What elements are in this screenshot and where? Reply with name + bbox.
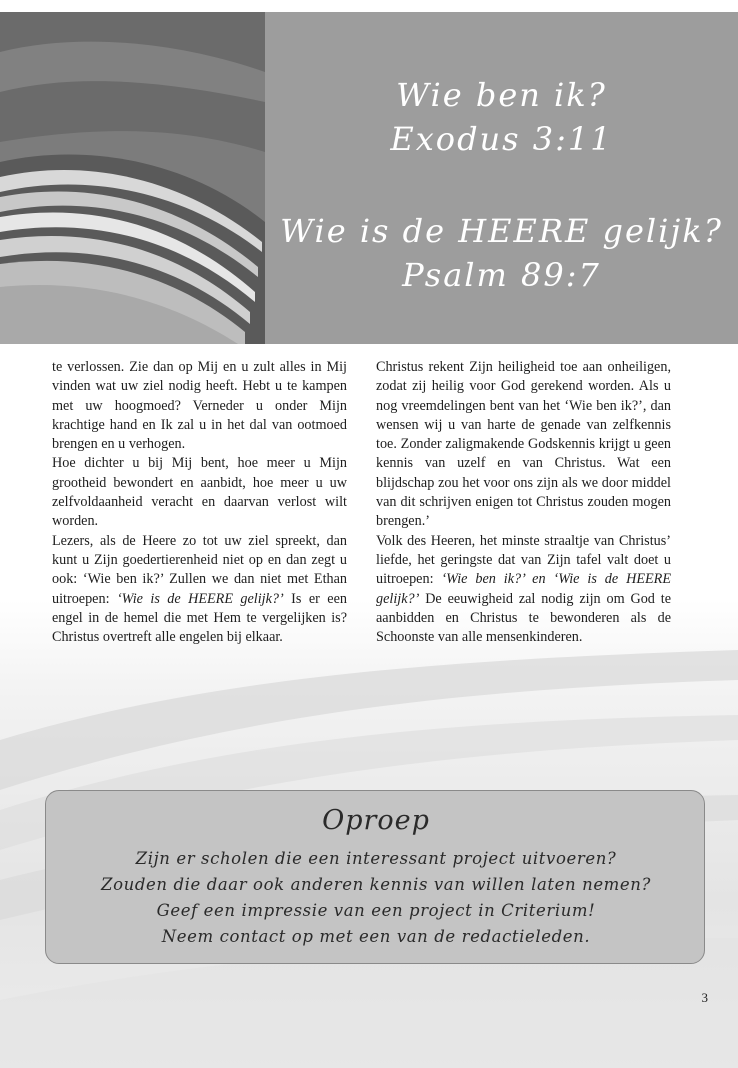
- quote: ‘Wie is de HEERE gelijk?’: [116, 590, 284, 607]
- reference-1: Exodus 3:11: [390, 120, 613, 158]
- column-left: [52, 358, 347, 647]
- paragraph: Hoe dichter u bij Mij bent, hoe meer u Mijn grootheid bewondert en aanbidt, hoe meer u uw zelfvoldaanheid veracht en daarvan verlost wilt worden.: [52, 455, 347, 530]
- callout-line: Zouden die daar ook anderen kennis van willen laten nemen?: [101, 875, 651, 894]
- callout-title: Oproep: [322, 805, 430, 836]
- paragraph: [376, 532, 671, 648]
- page-number: 3: [701, 990, 708, 1005]
- header-banner: [0, 12, 738, 344]
- text-run: Lezers, als de Heere zo tot uw ziel spreekt, dan kunt u Zijn goedertierenheid niet op en dan zegt u ook: ‘Wie ben ik?’ Zullen we dan niet met Ethan uitroepen:: [52, 532, 347, 607]
- callout-line: Zijn er scholen die een interessant project uitvoeren?: [135, 849, 617, 868]
- callout-line: Geef een impressie van een project in Criterium!: [156, 901, 596, 920]
- question-2: Wie is de HEERE gelijk?: [280, 212, 723, 250]
- paragraph: [52, 532, 347, 648]
- title-panel: [265, 12, 738, 344]
- text-run: De eeuwigheid zal nodig zijn om God te aanbidden en Christus te bewonderen als de Schoonste van alle mensenkinderen.: [376, 590, 671, 646]
- paragraph: Christus rekent Zijn heiligheid toe aan onheiligen, zodat zij heilig voor God gerekend worden. Als u nog vreemdelingen bent van het ‘Wie ben ik?’, dan wensen wij u van harte de genade van zelfkennis toe. Zonder zaligmakende Godskennis krijgt u geen kennis van uzelf en van Christus. Wat een blijdschap zou het voor ons zijn als we door middel van dit schrijven enigen tot Christus zouden mogen brengen.’: [376, 359, 671, 530]
- text-run: Is er een engel in de hemel die met Hem te vergelijken is? Christus overtreft alle engelen bij elkaar.: [52, 590, 347, 646]
- quote: ‘Wie ben ik?’ en ‘Wie is de HEERE gelijk?’: [376, 571, 671, 607]
- text-run: Volk des Heeren, het minste straaltje van Christus’ liefde, het geringste dat van Zijn tafel valt doet u uitroepen:: [376, 532, 671, 588]
- column-right: [376, 358, 671, 647]
- call-to-action-box: [45, 790, 705, 964]
- callout-line: Neem contact op met een van de redactieleden.: [161, 927, 591, 946]
- book-photo: [0, 12, 265, 344]
- question-1: Wie ben ik?: [396, 76, 607, 114]
- reference-2: Psalm 89:7: [402, 256, 601, 294]
- paragraph: te verlossen. Zie dan op Mij en u zult alles in Mij vinden wat uw ziel nodig heeft. Hebt u te kampen met uw hoogmoed? Verneder u onder Mijn krachtige hand en Ik zal u in het dal van ootmoed brengen en u verhogen.: [52, 359, 347, 453]
